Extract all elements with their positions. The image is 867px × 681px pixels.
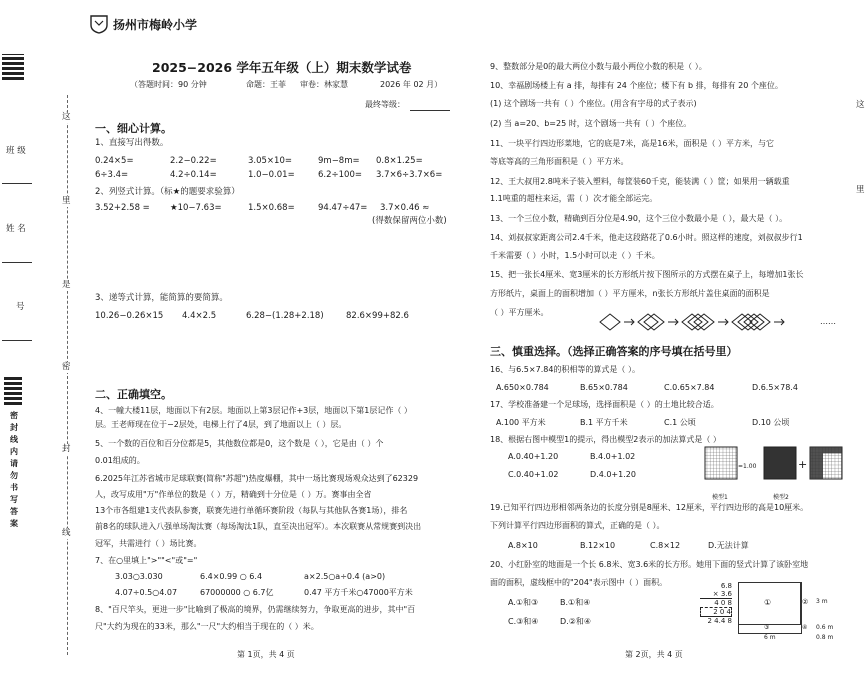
q18-model1-label: 模型1 — [712, 494, 728, 501]
binding-char: 是 — [62, 280, 71, 290]
q16-option-b[interactable]: B.65×0.784 — [580, 383, 628, 392]
calc-line: 6.8 — [720, 582, 732, 590]
q20-line: 面的面积，虚线框中的"204"表示图中（ ）面积。 — [490, 578, 668, 587]
q18: 18、根据右图中模型1的提示，得出模型2表示的加法算式是（ ） — [490, 435, 721, 444]
q1-item: 3.05×10= — [248, 156, 292, 166]
page-footer-2: 第 2页，共 4 页 — [625, 650, 683, 659]
binding-warning — [10, 410, 20, 530]
q3-label: 3、递等式计算，能简算的要简算。 — [95, 293, 228, 303]
arrow-icon — [668, 319, 678, 325]
q16-option-d[interactable]: D.6.5×78.4 — [752, 383, 798, 392]
q18-option-a[interactable]: A.0.40+1.20 — [508, 452, 559, 461]
q12-line: 1.1吨重的超柱来运，需（ ）次才能全部运完。 — [490, 194, 658, 203]
q19-line: 下列计算平行四边形面积的算式，正确的是（ ）。 — [490, 521, 665, 530]
q18-eq-label: =1.00 — [738, 463, 757, 470]
binding-line-number — [2, 340, 32, 341]
q19-option-c[interactable]: C.8×12 — [650, 541, 681, 550]
q10: 10、幸福剧场楼上有 a 排，每排有 24 个座位；楼下有 b 排，每排有 20 个座位。 — [490, 81, 783, 90]
q15-paper-sequence — [598, 312, 848, 334]
q1-item: 0.24×5= — [95, 156, 134, 166]
q7-item: 6.4×0.99 ○ 6.4 — [200, 572, 263, 581]
q4-line: 4、一幢大楼11层，地面以下有2层。地面以上第3层记作+3层，地面以下第1层记作（ ） — [95, 406, 412, 415]
q7-item: 67000000 ○ 6.7亿 — [200, 588, 274, 597]
warn-char: 案 — [10, 519, 18, 528]
qr-block-mid — [4, 375, 22, 405]
q1-label: 1、直接写出得数。 — [95, 138, 169, 148]
q16-option-a[interactable]: A.650×0.784 — [496, 383, 549, 392]
q20-region-4: ④ — [802, 624, 808, 631]
q12-line: 12、王大叔用2.8吨米子装入塑料，每筐装60千克，能装满（ ）筐；如果用一辆载重 — [490, 177, 790, 186]
q19-option-d[interactable]: D.无法计算 — [708, 541, 749, 550]
q2-item: 94.47÷47= — [318, 203, 368, 213]
q20-line: 20、小红卧室的地面是一个长 6.8米、宽3.6米的长方形。她用下面的竖式计算了该卧室地 — [490, 560, 809, 569]
q14-line: 14、刘叔叔家距离公司2.4千米，他走这段路花了0.6小时。照这样的速度，刘叔叔步行1 — [490, 233, 803, 242]
warn-char: 书 — [10, 483, 18, 492]
q1-item: 3.7×6÷3.7×6= — [376, 170, 443, 180]
binding-char: 里 — [62, 196, 71, 206]
section-3-heading: 三、慎重选择。（选择正确答案的序号填在括号里） — [490, 345, 738, 358]
arrow-icon — [718, 319, 728, 325]
warn-char: 勿 — [10, 471, 18, 480]
q2-item: 3.7×0.46 ≈ — [380, 203, 430, 213]
binding-line-class — [2, 183, 32, 184]
q10-2: (2) 当 a=20、b=25 时，这个剧场一共有（ ）个座位。 — [490, 119, 692, 128]
q20-option-b[interactable]: B.①和④ — [560, 598, 591, 607]
q7-label: 7、在○里填上">""<"或"=" — [95, 556, 198, 565]
right-binding-char: 这 — [856, 100, 865, 110]
q6-line: 前8名的球队进入八强单场淘汰赛（每场淘汰1队，直至决出冠军）。本次联赛从常规赛到决出 — [95, 522, 422, 531]
q20-h1-label: 3 m — [816, 598, 828, 605]
q19-option-b[interactable]: B.12×10 — [580, 541, 616, 550]
binding-char: 密 — [62, 362, 71, 372]
q5-line: 0.01组成的。 — [95, 456, 145, 465]
calc-line: 2 0 4 — [700, 607, 732, 617]
q11-line: 等底等高的三角形面积是（ ）平方米。 — [490, 157, 629, 166]
arrow-icon — [774, 319, 784, 325]
calc-line: × 3.6 — [700, 590, 732, 599]
q7-item: 0.47 平方千米○47000平方米 — [304, 588, 413, 597]
q2-item: ★10−7.63= — [170, 203, 222, 213]
q11-line: 11、一块平行四边形菜地，它的底是7米，高是16米，面积是（ ）平方米，与它 — [490, 139, 774, 148]
q5-line: 5、一个数的百位和百分位都是5，其他数位都是0，这个数是（ ），它是由（ ）个 — [95, 439, 384, 448]
q14-line: 千米需要（ ）小时，1.5小时可以走（ ）千米。 — [490, 251, 660, 260]
exam-title: 2025−2026 学年五年级（上）期末数学试卷 — [152, 60, 412, 75]
binding-line-name — [2, 262, 32, 263]
grade-label: 最终等级： — [365, 100, 405, 109]
q18-option-c[interactable]: C.0.40+1.02 — [508, 470, 559, 479]
q1-item: 4.2÷0.14= — [170, 170, 217, 180]
q20-option-c[interactable]: C.③和④ — [508, 617, 539, 626]
q20-option-d[interactable]: D.②和④ — [560, 617, 592, 626]
warn-char: 答 — [10, 507, 18, 516]
q18-option-d[interactable]: D.4.0+1.20 — [590, 470, 636, 479]
warn-char: 密 — [10, 411, 18, 420]
q19-line: 19.已知平行四边形相邻两条边的长度分别是8厘米、12厘米，平行四边形的高是10厘米。 — [490, 503, 809, 512]
q18-plus: + — [798, 458, 808, 471]
q8-line: 8、"百尺竿头，更进一步"比喻到了极高的境界，仍需继续努力，争取更高的进步，其中"百 — [95, 605, 416, 614]
exam-meta-date: 2026 年 02 月） — [380, 80, 443, 89]
q7-item: a×2.5○a÷0.4 (a>0) — [304, 572, 386, 581]
q20-region-3: ③ — [764, 624, 770, 631]
q1-item: 0.8×1.25= — [376, 156, 423, 166]
q15-line: 15、把一张长4厘米、宽3厘米的长方形纸片按下图所示的方式摆在桌子上，每增加1张长 — [490, 270, 804, 279]
q17: 17、学校准备建一个足球场，选择面积是（ ）的土地比较合适。 — [490, 400, 719, 409]
q18-model-figure — [704, 446, 854, 498]
q3-item: 10.26−0.26×15 — [95, 311, 164, 321]
section-1-heading: 一、细心计算。 — [95, 122, 172, 135]
exam-meta-reviewer: 审卷：林家慧 — [300, 80, 348, 89]
q16: 16、与6.5×7.84的积相等的算式是（ ）。 — [490, 365, 640, 374]
q20-h2-label: 0.6 m — [816, 624, 834, 631]
school-logo — [90, 14, 108, 34]
q8-line: 尺"大约为现在的33米，那么"一尺"大约相当于现在的（ ）米。 — [95, 622, 319, 631]
q10-1: (1) 这个剧场一共有（ ）个座位。(用含有字母的式子表示) — [490, 99, 697, 108]
section-2-heading: 二、正确填空。 — [95, 388, 172, 401]
q13: 13、一个三位小数，精确到百分位是4.90，这个三位小数最小是（ ），最大是（ ）。 — [490, 214, 788, 223]
q6-line: 6.2025年江苏省城市足球联赛(简称"苏超")热度爆棚，其中一场比赛现场观众达到了62329 — [95, 474, 419, 483]
paper-4 — [732, 314, 770, 330]
q1-item: 1.0−0.01= — [248, 170, 295, 180]
school-emblem-icon — [90, 14, 108, 34]
q15-line: 方形纸片，桌面上的面积增加（ ）平方厘米，n张长方形纸片盖住桌面的面积是 — [490, 289, 770, 298]
q15-ellipsis: …… — [820, 317, 836, 326]
q1-item: 6÷3.4= — [95, 170, 129, 180]
grade-blank[interactable] — [410, 110, 450, 111]
q3-item: 6.28−(1.28+2.18) — [246, 311, 324, 321]
qr-block-top — [2, 54, 24, 80]
q1-item: 2.2−0.22= — [170, 156, 217, 166]
q3-item: 4.4×2.5 — [182, 311, 217, 321]
binding-label-number: 号 — [16, 302, 25, 312]
q20-width-label: 6 m — [764, 634, 776, 641]
q4-line: 层。王老师现在位于−2层处，电梯上行了4层，到了地面以上（ ）层。 — [95, 420, 347, 429]
right-binding-char: 里 — [856, 185, 865, 195]
q17-option-a[interactable]: A.100 平方米 — [496, 418, 546, 427]
calc-line: 4 0 8 — [714, 599, 732, 607]
binding-char: 这 — [62, 112, 71, 122]
warn-char: 线 — [10, 435, 18, 444]
q7-item: 3.03○3.030 — [115, 572, 163, 581]
q1-item: 9m−8m= — [318, 156, 360, 166]
q7-item: 4.07÷0.5○4.07 — [115, 588, 178, 597]
arrow-icon — [624, 319, 634, 325]
q20-h3-label: 0.8 m — [816, 634, 834, 641]
q20-calc — [700, 582, 732, 625]
q18-model2-label: 模型2 — [773, 494, 789, 501]
school-name: 扬州市梅岭小学 — [113, 18, 198, 32]
binding-char: 封 — [62, 444, 71, 454]
warn-char: 封 — [10, 423, 18, 432]
q19-option-a[interactable]: A.8×10 — [508, 541, 538, 550]
q18-option-b[interactable]: B.4.0+1.02 — [590, 452, 636, 461]
warn-char: 请 — [10, 459, 18, 468]
warn-char: 内 — [10, 447, 18, 456]
calc-line: 2 4.4 8 — [707, 617, 732, 625]
q17-option-c[interactable]: C.1 公顷 — [664, 418, 696, 427]
q3-item: 82.6×99+82.6 — [346, 311, 409, 321]
q2-item: 3.52+2.58 = — [95, 203, 150, 213]
q6-line: 13个市各组建1支代表队参赛，联赛先进行单循环赛阶段（每队与其他队各赛1场），排名 — [95, 506, 408, 515]
exam-meta-author: 命题：王菲 — [246, 80, 286, 89]
paper-2 — [638, 314, 664, 330]
exam-meta-time: （答题时间：90 分钟 — [130, 80, 207, 89]
binding-dashed-line — [67, 95, 68, 655]
page-footer-1: 第 1页，共 4 页 — [237, 650, 295, 659]
q15-line: （ ）平方厘米。 — [490, 308, 549, 317]
q17-option-b[interactable]: B.1 平方千米 — [580, 418, 628, 427]
warn-char: 写 — [10, 495, 18, 504]
q2-label: 2、列竖式计算。（标★的题要求验算） — [95, 187, 240, 197]
q20-option-a[interactable]: A.①和③ — [508, 598, 539, 607]
q20-region-1: ① — [764, 598, 772, 607]
binding-label-name: 姓 名 — [6, 224, 26, 234]
paper-1 — [600, 314, 620, 330]
q6-line: 冠军，共需进行（ ）场比赛。 — [95, 539, 202, 548]
q17-option-d[interactable]: D.10 公顷 — [752, 418, 790, 427]
q2-item: 1.5×0.68= — [248, 203, 295, 213]
q16-option-c[interactable]: C.0.65×7.84 — [664, 383, 715, 392]
binding-label-class: 班 级 — [6, 146, 26, 156]
binding-char: 线 — [62, 528, 71, 538]
paper-3 — [682, 314, 714, 330]
q2-note: (得数保留两位小数) — [372, 216, 447, 226]
q6-line: 人，改写成用"万"作单位的数是（ ）万，精确到十分位是（ ）万。赛事由全省 — [95, 490, 372, 499]
q9: 9、整数部分是0的最大两位小数与最小两位小数的积是（ ）。 — [490, 62, 707, 71]
q1-item: 6.2÷100= — [318, 170, 362, 180]
q20-region-2: ② — [802, 598, 809, 606]
